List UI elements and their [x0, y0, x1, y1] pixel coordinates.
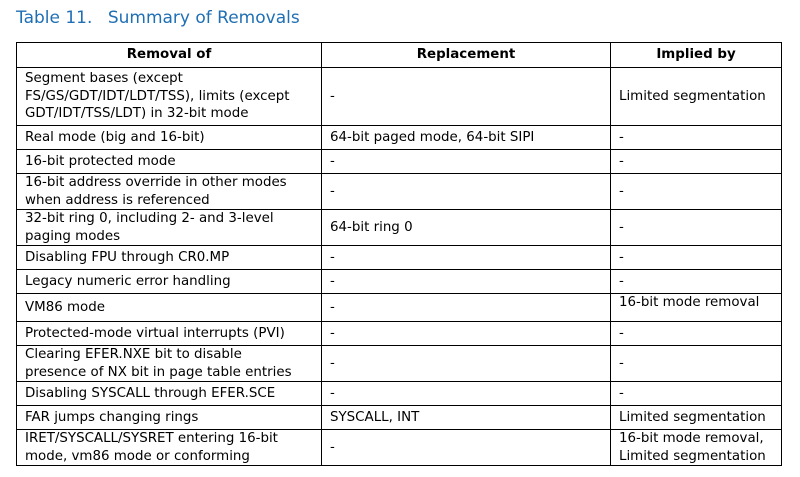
- table-title: Summary of Removals: [107, 8, 300, 28]
- removal-cell: [17, 270, 322, 294]
- removal-cell: [17, 174, 322, 210]
- implied-by-cell: [611, 246, 782, 270]
- cell-text-line: -: [619, 273, 624, 289]
- cell-text-line: paging modes: [25, 228, 121, 244]
- table-row: [17, 322, 782, 346]
- table-row: [17, 270, 782, 294]
- replacement-cell: [322, 150, 611, 174]
- removal-cell: [17, 406, 322, 430]
- table-number: Table 11.: [16, 8, 93, 28]
- table-row: [17, 126, 782, 150]
- table-row: [17, 406, 782, 430]
- cell-text-line: -: [330, 439, 335, 455]
- implied-by-cell: [611, 322, 782, 346]
- cell-text-line: IRET/SYSCALL/SYSRET entering 16-bit: [25, 431, 278, 446]
- replacement-cell: [322, 126, 611, 150]
- table-row: [17, 430, 782, 466]
- replacement-cell: [322, 68, 611, 126]
- cell-text-line: -: [619, 183, 624, 199]
- cell-text-line: Segment bases (except: [25, 71, 183, 87]
- cell-text-line: Limited segmentation: [619, 88, 766, 104]
- implied-by-cell: [611, 270, 782, 294]
- cell-text-line: -: [330, 273, 335, 289]
- table-row: [17, 382, 782, 406]
- replacement-cell: [322, 382, 611, 406]
- cell-text-line: SYSCALL, INT: [330, 409, 420, 425]
- table-caption: [16, 8, 300, 28]
- replacement-cell: [322, 406, 611, 430]
- cell-text-line: presence of NX bit in page table entries: [25, 364, 292, 380]
- table-row: [17, 210, 782, 246]
- cell-text-line: -: [619, 385, 624, 401]
- cell-text-line: -: [330, 249, 335, 265]
- replacement-cell: [322, 322, 611, 346]
- cell-text-line: -: [619, 129, 624, 145]
- cell-text-line: -: [619, 325, 624, 341]
- cell-text-line: 16-bit mode removal: [619, 295, 760, 310]
- cell-text-line: -: [330, 88, 335, 104]
- cell-text-line: -: [330, 153, 335, 169]
- implied-by-cell: [611, 430, 782, 466]
- table-row: [17, 346, 782, 382]
- cell-text-line: FS/GS/GDT/IDT/LDT/TSS), limits (except: [25, 88, 290, 104]
- cell-text-line: when address is referenced: [25, 192, 210, 208]
- implied-by-cell: [611, 346, 782, 382]
- removal-cell: [17, 126, 322, 150]
- replacement-cell: [322, 270, 611, 294]
- cell-text-line: VM86 mode: [25, 299, 105, 315]
- cell-text-line: Limited segmentation: [619, 448, 766, 464]
- removal-cell: [17, 382, 322, 406]
- cell-text-line: -: [330, 299, 335, 315]
- column-header-implied-by: Implied by: [611, 43, 782, 68]
- implied-by-cell: [611, 68, 782, 126]
- implied-by-cell: [611, 126, 782, 150]
- cell-text-line: FAR jumps changing rings: [25, 409, 199, 425]
- implied-by-cell: [611, 150, 782, 174]
- cell-text-line: Protected-mode virtual interrupts (PVI): [25, 325, 285, 341]
- cell-text-line: -: [330, 355, 335, 371]
- cell-text-line: 32-bit ring 0, including 2- and 3-level: [25, 211, 274, 226]
- cell-text-line: Disabling FPU through CR0.MP: [25, 249, 230, 265]
- column-header-replacement: Replacement: [322, 43, 611, 68]
- table-row: [17, 294, 782, 322]
- replacement-cell: [322, 174, 611, 210]
- replacement-cell: [322, 210, 611, 246]
- cell-text-line: GDT/IDT/TSS/LDT) in 32-bit mode: [25, 106, 249, 122]
- cell-text-line: -: [330, 325, 335, 341]
- replacement-cell: [322, 430, 611, 466]
- column-header-removal: Removal of: [17, 43, 322, 68]
- removal-cell: [17, 68, 322, 126]
- removal-cell: [17, 294, 322, 322]
- replacement-cell: [322, 294, 611, 322]
- cell-text-line: -: [619, 355, 624, 371]
- cell-text-line: -: [330, 183, 335, 199]
- table-row: [17, 246, 782, 270]
- cell-text-line: -: [619, 153, 624, 169]
- cell-text-line: 16-bit address override in other modes: [25, 175, 287, 190]
- cell-text-line: Clearing EFER.NXE bit to disable: [25, 347, 242, 362]
- table-row: [17, 174, 782, 210]
- cell-text-line: mode, vm86 mode or conforming: [25, 448, 250, 464]
- implied-by-cell: [611, 382, 782, 406]
- cell-text-line: 64-bit paged mode, 64-bit SIPI: [330, 129, 535, 145]
- table-row: [17, 150, 782, 174]
- table-row: [17, 68, 782, 126]
- implied-by-cell: [611, 174, 782, 210]
- implied-by-cell: [611, 294, 782, 322]
- header-row: [17, 43, 782, 68]
- replacement-cell: [322, 346, 611, 382]
- table-body: [17, 68, 782, 466]
- replacement-cell: [322, 246, 611, 270]
- cell-text-line: Legacy numeric error handling: [25, 273, 231, 289]
- cell-text-line: -: [619, 219, 624, 235]
- removal-cell: [17, 430, 322, 466]
- implied-by-cell: [611, 210, 782, 246]
- cell-text-line: -: [330, 385, 335, 401]
- removals-table: [16, 42, 782, 466]
- cell-text-line: Real mode (big and 16-bit): [25, 129, 205, 145]
- cell-text-line: -: [619, 249, 624, 265]
- cell-text-line: 64-bit ring 0: [330, 219, 413, 235]
- implied-by-cell: [611, 406, 782, 430]
- removal-cell: [17, 346, 322, 382]
- cell-text-line: Disabling SYSCALL through EFER.SCE: [25, 385, 276, 401]
- removal-cell: [17, 246, 322, 270]
- cell-text-line: Limited segmentation: [619, 409, 766, 425]
- removal-cell: [17, 150, 322, 174]
- removal-cell: [17, 322, 322, 346]
- cell-text-line: 16-bit protected mode: [25, 153, 176, 169]
- cell-text-line: 16-bit mode removal,: [619, 431, 764, 446]
- removal-cell: [17, 210, 322, 246]
